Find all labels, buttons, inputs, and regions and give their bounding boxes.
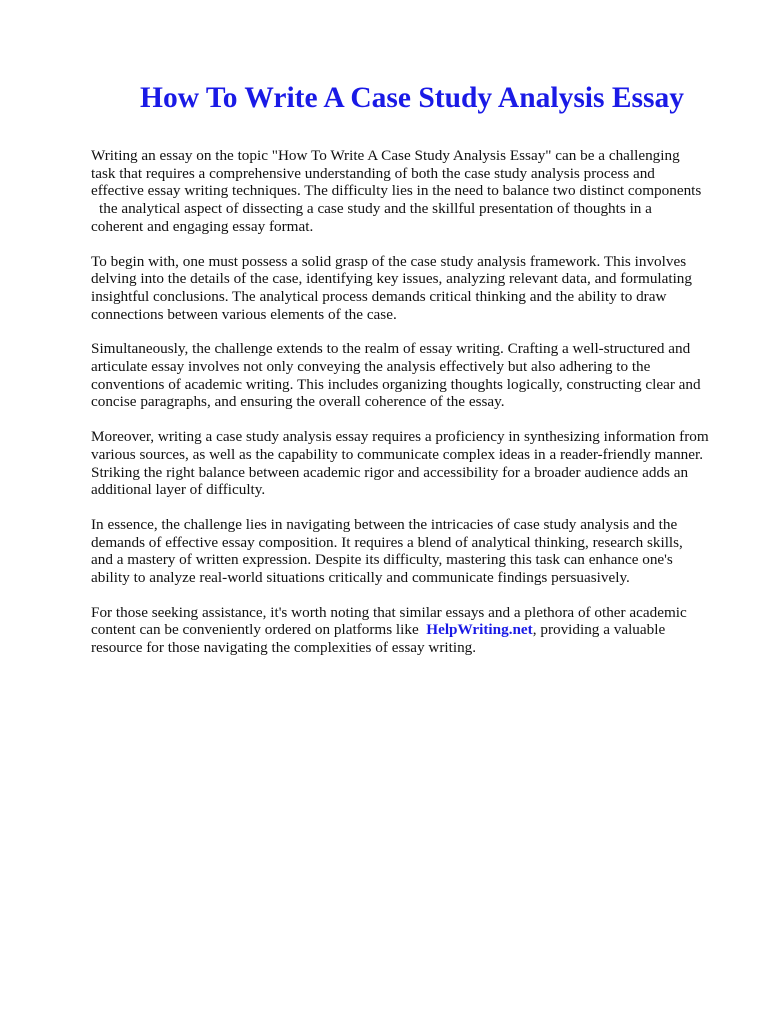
paragraph-line: ability to analyze real-world situations critically and communicate findings persuasively. bbox=[91, 569, 630, 587]
paragraph-line: Moreover, writing a case study analysis essay requires a proficiency in synthesizing information from bbox=[91, 428, 709, 446]
paragraph-line: and a mastery of written expression. Despite its difficulty, mastering this task can enhance one's bbox=[91, 551, 673, 569]
paragraph-line: Simultaneously, the challenge extends to the realm of essay writing. Crafting a well-structured and bbox=[91, 340, 691, 358]
paragraph-line: articulate essay involves not only conveying the analysis effectively but also adhering to the bbox=[91, 358, 651, 376]
paragraph-1 bbox=[91, 147, 731, 236]
helpwriting-link[interactable]: HelpWriting.net bbox=[426, 621, 533, 639]
document-title: How To Write A Case Study Analysis Essay bbox=[140, 82, 684, 114]
paragraph-line: resource for those navigating the complexities of essay writing. bbox=[91, 639, 477, 657]
paragraph-line: effective essay writing techniques. The difficulty lies in the need to balance two distinct components bbox=[91, 182, 702, 200]
paragraph-line: To begin with, one must possess a solid grasp of the case study analysis framework. This involves bbox=[91, 252, 687, 270]
paragraph-line: conventions of academic writing. This includes organizing thoughts logically, constructing clear and bbox=[91, 375, 701, 393]
paragraph-text: , providing a valuable bbox=[532, 621, 666, 639]
paragraph-line: concise paragraphs, and ensuring the overall coherence of the essay. bbox=[91, 393, 505, 411]
paragraph-line: Writing an essay on the topic "How To Write A Case Study Analysis Essay" can be a challenging bbox=[91, 147, 680, 164]
paragraph-line: demands of effective essay composition. It requires a blend of analytical thinking, research skills, bbox=[91, 533, 683, 551]
paragraph-line: connections between various elements of the case. bbox=[91, 305, 397, 323]
paragraph-line: delving into the details of the case, identifying key issues, analyzing relevant data, and formulating bbox=[91, 270, 692, 288]
paragraph-line: insightful conclusions. The analytical process demands critical thinking and the ability to draw bbox=[91, 287, 667, 305]
paragraph-line: the analytical aspect of dissecting a case study and the skillful presentation of thoughts in a bbox=[99, 200, 652, 218]
paragraph-line-with-link bbox=[91, 621, 731, 639]
paragraph-line: additional layer of difficulty. bbox=[91, 481, 266, 499]
paragraph-6 bbox=[91, 604, 731, 657]
paragraph-line: task that requires a comprehensive understanding of both the case study analysis process and bbox=[91, 164, 655, 182]
paragraph-line: coherent and engaging essay format. bbox=[91, 217, 314, 235]
paragraph-4 bbox=[91, 428, 731, 499]
paragraph-5 bbox=[91, 516, 731, 587]
paragraph-3 bbox=[91, 340, 731, 411]
document-body bbox=[91, 147, 731, 674]
paragraph-line: various sources, as well as the capability to communicate complex ideas in a reader-friendly manner. bbox=[91, 445, 704, 463]
paragraph-2 bbox=[91, 253, 731, 324]
paragraph-line: For those seeking assistance, it's worth noting that similar essays and a plethora of other academic bbox=[91, 603, 687, 621]
paragraph-line: Striking the right balance between academic rigor and accessibility for a broader audience adds an bbox=[91, 463, 689, 481]
paragraph-text: content can be conveniently ordered on platforms like bbox=[91, 621, 419, 639]
paragraph-line: In essence, the challenge lies in navigating between the intricacies of case study analysis and the bbox=[91, 515, 678, 533]
